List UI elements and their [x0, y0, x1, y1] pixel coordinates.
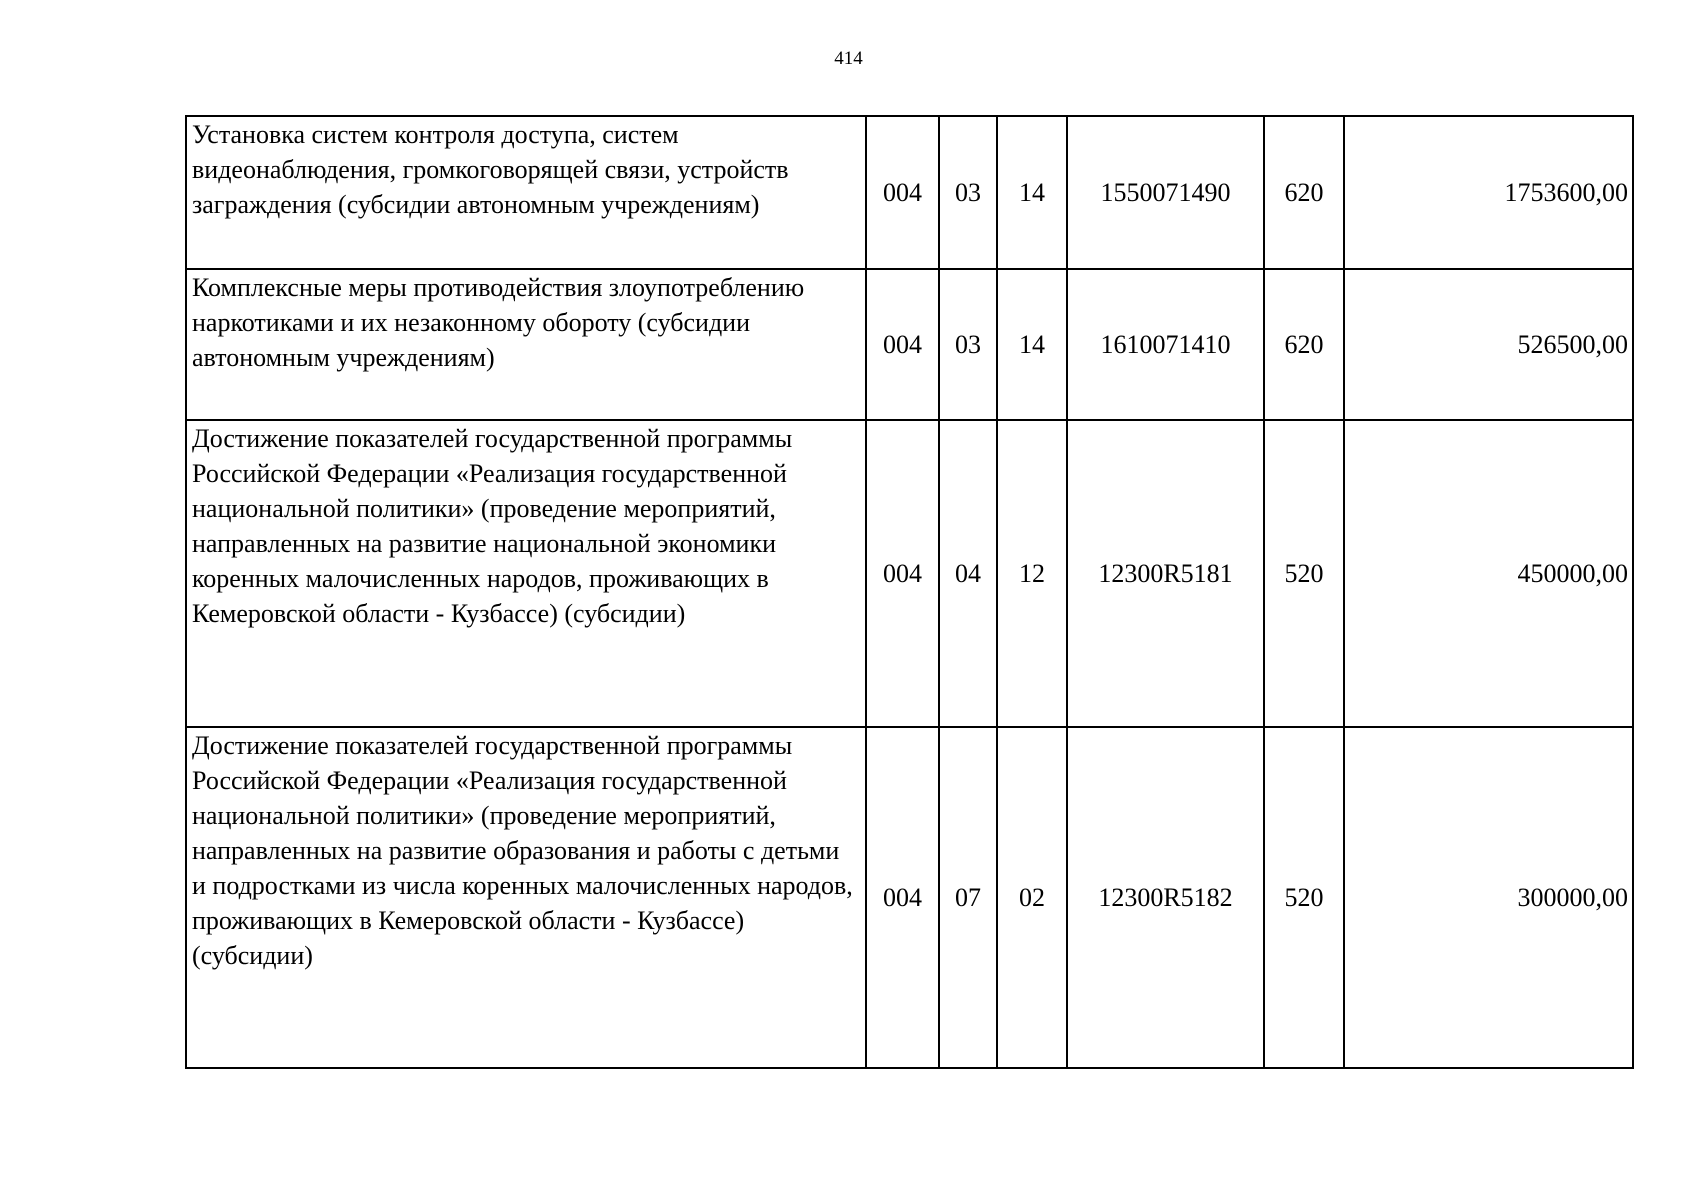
row-description: Комплексные меры противодействия злоупотреблению наркотиками и их незаконному обороту (субсидии автономным учреждениям) — [186, 269, 866, 420]
section-code: 03 — [939, 116, 997, 269]
row-description: Достижение показателей государственной программы Российской Федерации «Реализация государственной национальной политики» (проведение мероприятий, направленных на развитие национальной экономики коренных малочисленных народов, проживающих в Кемеровской области - Кузбассе) (субсидии) — [186, 420, 866, 727]
target-article-code: 1610071410 — [1067, 269, 1264, 420]
subsection-code: 12 — [997, 420, 1067, 727]
amount-value: 1753600,00 — [1344, 116, 1633, 269]
amount-value: 526500,00 — [1344, 269, 1633, 420]
amount-value: 300000,00 — [1344, 727, 1633, 1068]
target-article-code: 1550071490 — [1067, 116, 1264, 269]
table-row — [186, 269, 1633, 420]
table-row — [186, 116, 1633, 269]
target-article-code: 12300R5182 — [1067, 727, 1264, 1068]
row-description: Установка систем контроля доступа, систем видеонаблюдения, громкоговорящей связи, устройств заграждения (субсидии автономным учреждениям) — [186, 116, 866, 269]
amount-value: 450000,00 — [1344, 420, 1633, 727]
expense-type-code: 520 — [1264, 420, 1344, 727]
expense-type-code: 520 — [1264, 727, 1344, 1068]
table-row — [186, 420, 1633, 727]
subsection-code: 02 — [997, 727, 1067, 1068]
table-row — [186, 727, 1633, 1068]
ministry-code: 004 — [866, 727, 939, 1068]
section-code: 07 — [939, 727, 997, 1068]
expense-type-code: 620 — [1264, 116, 1344, 269]
row-description: Достижение показателей государственной программы Российской Федерации «Реализация государственной национальной политики» (проведение мероприятий, направленных на развитие образования и работы с детьми и подростками из числа коренных малочисленных народов, проживающих в Кемеровской области - Кузбассе) (субсидии) — [186, 727, 866, 1068]
section-code: 03 — [939, 269, 997, 420]
expense-type-code: 620 — [1264, 269, 1344, 420]
ministry-code: 004 — [866, 420, 939, 727]
ministry-code: 004 — [866, 116, 939, 269]
target-article-code: 12300R5181 — [1067, 420, 1264, 727]
page-number: 414 — [834, 48, 863, 69]
budget-table — [185, 115, 1634, 1069]
subsection-code: 14 — [997, 116, 1067, 269]
ministry-code: 004 — [866, 269, 939, 420]
section-code: 04 — [939, 420, 997, 727]
subsection-code: 14 — [997, 269, 1067, 420]
